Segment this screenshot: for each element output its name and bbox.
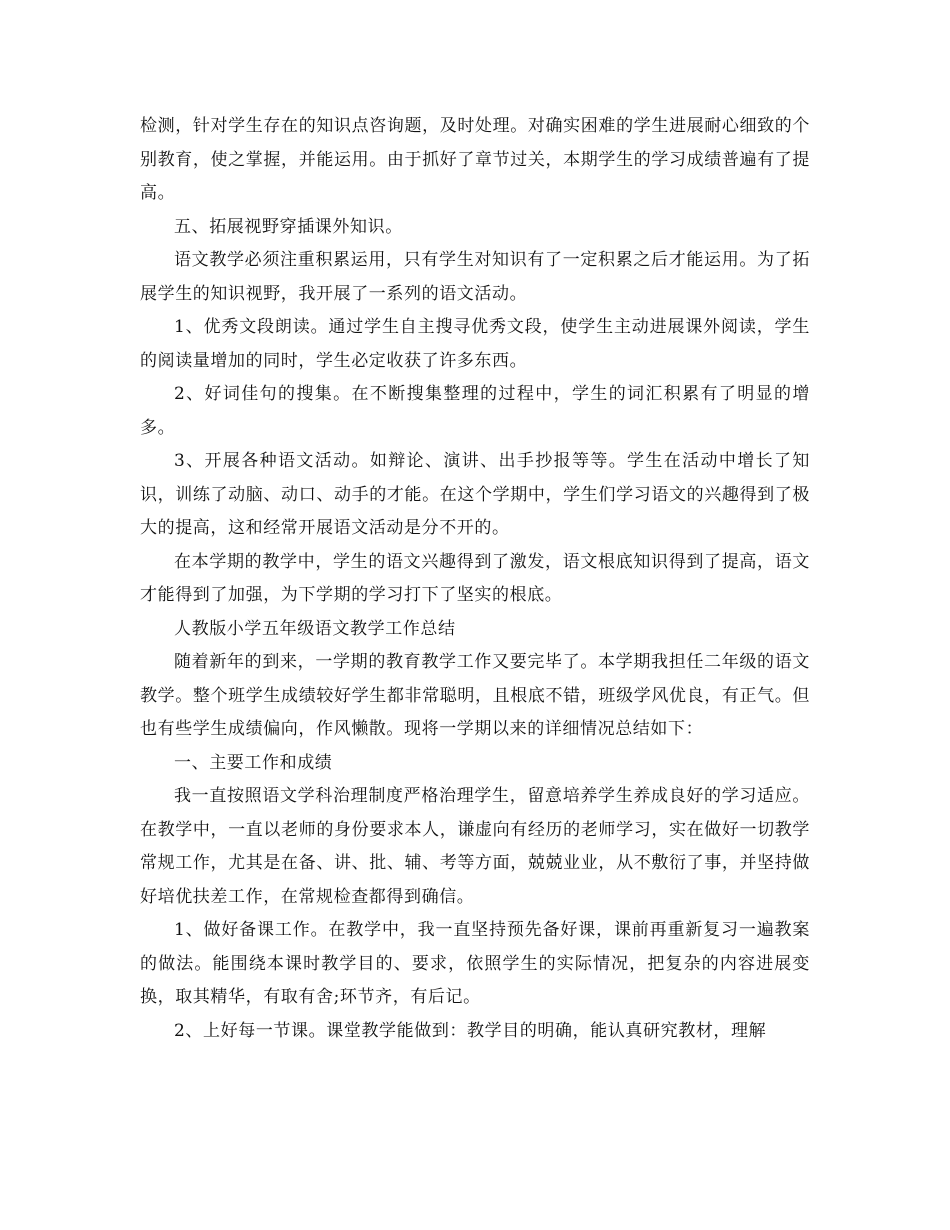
- paragraph-6: 3、开展各种语文活动。如辩论、演讲、出手抄报等等。学生在活动中增长了知识，训练了动脑、动口、动手的才能。在这个学期中，学生们学习语文的兴趣得到了极大的提高，这和经常开展语文活动是分不开的。: [140, 451, 810, 538]
- paragraph-4: 1、优秀文段朗读。通过学生自主搜寻优秀文段，使学生主动进展课外阅读，学生的阅读量增加的同时，学生必定收获了许多东西。: [140, 317, 810, 371]
- paragraph-1: 检测，针对学生存在的知识点咨询题，及时处理。对确实困难的学生进展耐心细致的个别教育，使之掌握，并能运用。由于抓好了章节过关，本期学生的学习成绩普遍有了提高。: [140, 116, 810, 203]
- paragraph-2: 五、拓展视野穿插课外知识。: [174, 216, 403, 237]
- document-body: [140, 110, 810, 1048]
- paragraph-3: 语文教学必须注重积累运用，只有学生对知识有了一定积累之后才能运用。为了拓展学生的知识视野，我开展了一系列的语文活动。: [140, 250, 810, 304]
- paragraph-12: 1、做好备课工作。在教学中，我一直坚持预先备好课，课前再重新复习一遍教案的做法。能围绕本课时教学目的、要求，依照学生的实际情况，把复杂的内容进展变换，取其精华，有取有舍;环节齐，有后记。: [140, 920, 810, 1007]
- paragraph-7: 在本学期的教学中，学生的语文兴趣得到了激发，语文根底知识得到了提高，语文才能得到了加强，为下学期的学习打下了坚实的根底。: [140, 551, 810, 605]
- heading-main-work: 一、主要工作和成绩: [174, 752, 333, 773]
- paragraph-9: 随着新年的到来，一学期的教育教学工作又要完毕了。本学期我担任二年级的语文教学。整个班学生成绩较好学生都非常聪明，且根底不错，班级学风优良，有正气。但也有些学生成绩偏向，作风懒散。现将一学期以来的详细情况总结如下：: [140, 652, 810, 739]
- paragraph-13: 2、上好每一节课。课堂教学能做到：教学目的明确，能认真研究教材，理解: [174, 1020, 767, 1041]
- paragraph-5: 2、好词佳句的搜集。在不断搜集整理的过程中，学生的词汇积累有了明显的增多。: [140, 384, 810, 438]
- section-title: 人教版小学五年级语文教学工作总结: [174, 618, 456, 639]
- paragraph-11: 我一直按照语文学科治理制度严格治理学生，留意培养学生养成良好的学习适应。在教学中，一直以老师的身份要求本人，谦虚向有经历的老师学习，实在做好一切教学常规工作，尤其是在备、讲、批、辅、考等方面，兢兢业业，从不敷衍了事，并坚持做好培优扶差工作，在常规检查都得到确信。: [140, 786, 810, 907]
